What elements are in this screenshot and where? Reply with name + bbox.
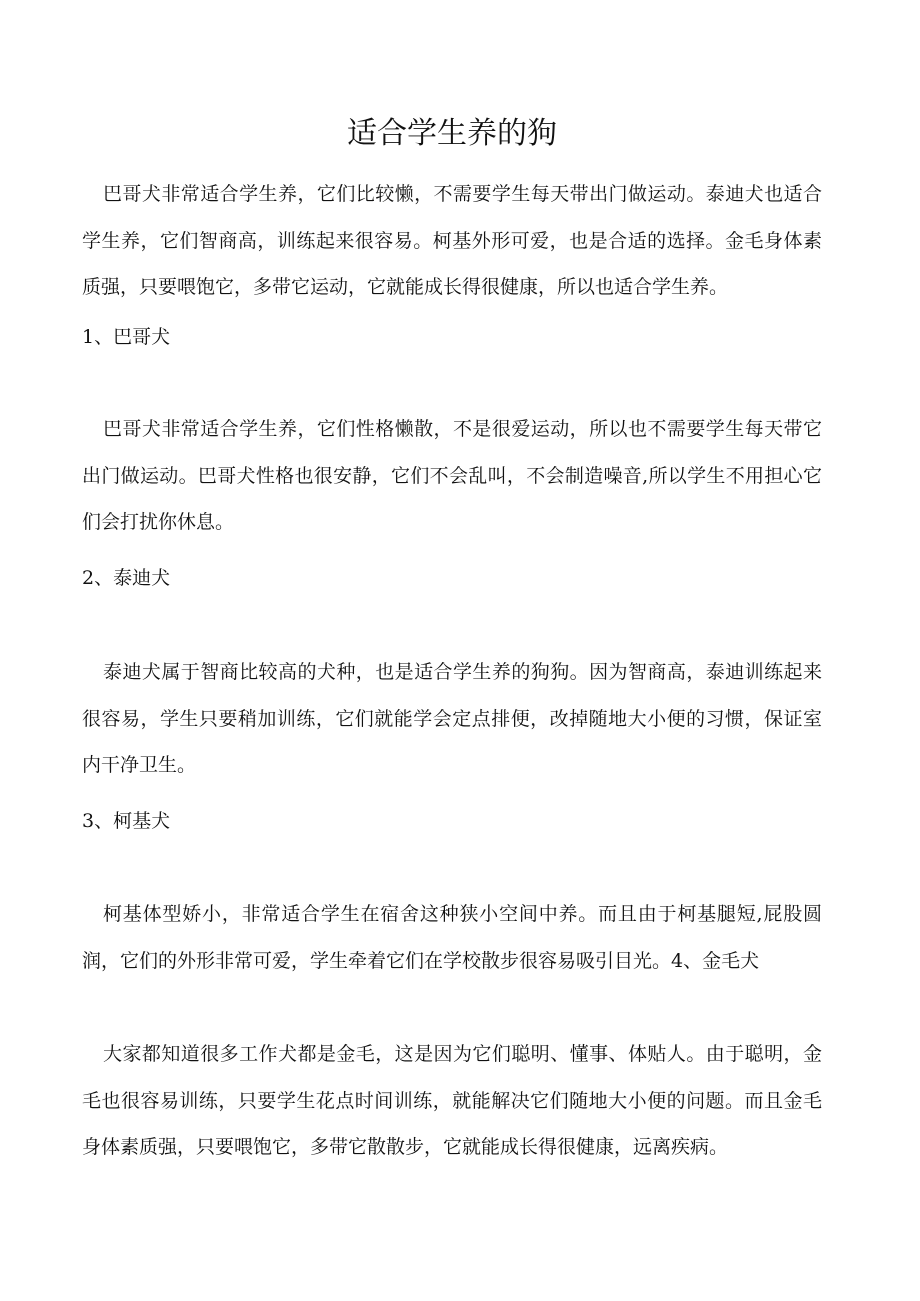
section-heading-golden: 4、金毛犬	[671, 949, 760, 972]
intro-paragraph: 巴哥犬非常适合学生养，它们比较懒，不需要学生每天带出门做运动。泰迪犬也适合学生养，它们智商高，训练起来很容易。柯基外形可爱，也是合适的选择。金毛身体素质强，只要喂饱它，多带它运动，它就能成长得很健康，所以也适合学生养。	[82, 183, 822, 298]
section-heading-teddy: 2、泰迪犬	[82, 567, 171, 589]
section-body-pug: 巴哥犬非常适合学生养，它们性格懒散，不是很爱运动，所以也不需要学生每天带它出门做运动。巴哥犬性格也很安静，它们不会乱叫，不会制造噪音,所以学生不用担心它们会打扰你休息。	[82, 418, 822, 533]
page-title: 适合学生养的狗	[347, 116, 557, 151]
section-heading-pug: 1、巴哥犬	[82, 326, 171, 348]
section-body-teddy: 泰迪犬属于智商比较高的犬种，也是适合学生养的狗狗。因为智商高，泰迪训练起来很容易，学生只要稍加训练，它们就能学会定点排便，改掉随地大小便的习惯，保证室内干净卫生。	[82, 661, 822, 776]
section-heading-corgi: 3、柯基犬	[82, 810, 171, 832]
section-body-golden: 大家都知道很多工作犬都是金毛，这是因为它们聪明、懂事、体贴人。由于聪明，金毛也很容易训练，只要学生花点时间训练，就能解决它们随地大小便的问题。而且金毛身体素质强，只要喂饱它，多带它散散步，它就能成长得很健康，远离疾病。	[82, 1043, 822, 1158]
section-body-corgi	[82, 891, 822, 984]
section-body-corgi-text: 柯基体型娇小，非常适合学生在宿舍这种狭小空间中养。而且由于柯基腿短,屁股圆润，它们的外形非常可爱，学生牵着它们在学校散步很容易吸引目光。	[82, 903, 822, 972]
